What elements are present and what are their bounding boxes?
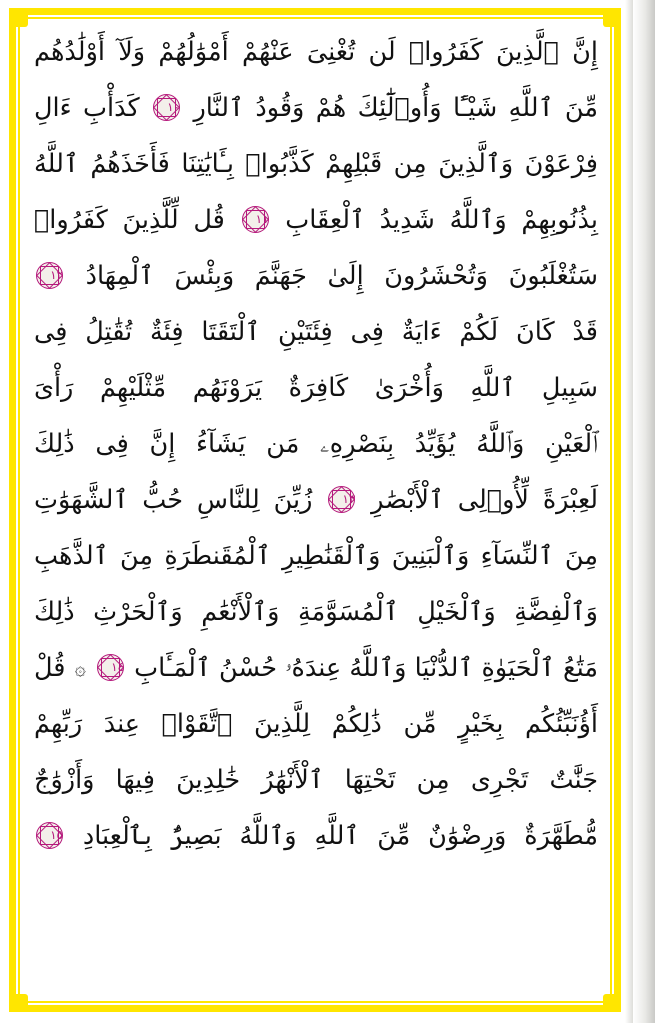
corner-ornament-top-left — [12, 11, 28, 27]
quran-line — [34, 640, 598, 696]
corner-ornament-bottom-right — [603, 994, 619, 1010]
quran-line-text: جَنَّٰتٌ تَجْرِى مِن تَحْتِهَا ٱلْأَنْهَٰرُ خَٰلِدِينَ فِيهَا وَأَزْوَٰجٌ — [34, 765, 598, 795]
ayah-number-marker — [242, 206, 269, 233]
quran-line-tail-text: كَدَأْبِ ءَالِ — [34, 93, 140, 123]
quran-line — [34, 472, 598, 528]
quran-line-text: فِرْعَوْنَ وَٱلَّذِينَ مِن قَبْلِهِمْ كَذَّبُوا۟ بِـَٔايَٰتِنَا فَأَخَذَهُمُ ٱللَّهُ — [34, 149, 598, 179]
quran-line-text: سَتُغْلَبُونَ وَتُحْشَرُونَ إِلَىٰ جَهَنَّمَ وَبِئْسَ ٱلْمِهَادُ — [85, 261, 598, 291]
quran-line-text: لَعِبْرَةً لِّأُو۟لِى ٱلْأَبْصَٰرِ — [371, 485, 599, 515]
quran-line-text: بِذُنُوبِهِمْ وَٱللَّهُ شَدِيدُ ٱلْعِقَابِ — [285, 205, 599, 235]
quran-line-text: مُّطَهَّرَةٌ وَرِضْوَٰنٌ مِّنَ ٱللَّهِ وَٱللَّهُ بَصِيرٌۢ بِٱلْعِبَادِ — [82, 821, 599, 851]
quran-line — [34, 192, 598, 248]
ayah-number-label: ١٤ — [111, 660, 124, 674]
quran-line — [34, 528, 598, 584]
ayah-number-label: ١٣ — [342, 492, 356, 506]
quran-line — [34, 696, 598, 752]
quran-line-text: أَؤُنَبِّئُكُم بِخَيْرٍ مِّن ذَٰلِكُمْ لِلَّذِينَ ٱتَّقَوْا۟ عِندَ رَبِّهِمْ — [34, 709, 598, 739]
ayah-number-marker — [97, 654, 124, 681]
quran-line-text: إِنَّ ٱلَّذِينَ كَفَرُوا۟ لَن تُغْنِىَ عَنْهُمْ أَمْوَٰلُهُمْ وَلَآ أَوْلَٰدُهُم — [34, 37, 598, 67]
rub-el-hizb-icon: ۞ — [74, 658, 86, 680]
page-spine-shadow — [633, 0, 655, 1023]
quran-line-tail-text: زُيِّنَ لِلنَّاسِ حُبُّ ٱلشَّهَوَٰتِ — [34, 485, 313, 515]
quran-line — [34, 360, 598, 416]
quran-line — [34, 24, 598, 80]
corner-ornament-top-right — [603, 11, 619, 27]
quran-line — [34, 304, 598, 360]
quran-line — [34, 808, 598, 864]
ayah-number-marker — [153, 94, 180, 121]
ayah-number-label: ١٢ — [50, 268, 63, 282]
quran-line-tail-text: قُلْ — [34, 653, 66, 683]
ayah-number-marker — [36, 822, 63, 849]
quran-line — [34, 248, 598, 304]
ayah-number-marker — [328, 486, 355, 513]
quran-line-text: مِّنَ ٱللَّهِ شَيْـًٔا وَأُو۟لَٰٓئِكَ هُمْ وَقُودُ ٱلنَّارِ — [193, 93, 598, 123]
quran-line-text: وَٱلْفِضَّةِ وَٱلْخَيْلِ ٱلْمُسَوَّمَةِ وَٱلْأَنْعَٰمِ وَٱلْحَرْثِ ذَٰلِكَ — [34, 597, 598, 627]
ayah-number-marker — [36, 262, 63, 289]
quran-line — [34, 416, 598, 472]
quran-line-tail-text: قُل لِّلَّذِينَ كَفَرُوا۟ — [34, 205, 225, 235]
quran-line — [34, 136, 598, 192]
quran-line — [34, 584, 598, 640]
ayah-number-label: ١٠ — [167, 100, 181, 114]
quran-line-text: ٱلْعَيْنِ وَٱللَّهُ يُؤَيِّدُ بِنَصْرِهِۦ مَن يَشَآءُ إِنَّ فِى ذَٰلِكَ — [34, 429, 598, 459]
quran-line-text: سَبِيلِ ٱللَّهِ وَأُخْرَىٰ كَافِرَةٌ يَرَوْنَهُم مِّثْلَيْهِمْ رَأْىَ — [34, 373, 598, 403]
corner-ornament-bottom-left — [12, 994, 28, 1010]
quran-line — [34, 752, 598, 808]
ayah-number-label: ١١ — [255, 212, 269, 226]
quran-line-text: مَتَٰعُ ٱلْحَيَوٰةِ ٱلدُّنْيَا وَٱللَّهُ عِندَهُۥ حُسْنُ ٱلْمَـَٔابِ — [134, 653, 598, 683]
ayah-number-label: ١٥ — [50, 828, 63, 842]
quran-line-text: مِنَ ٱلنِّسَآءِ وَٱلْبَنِينَ وَٱلْقَنَٰطِيرِ ٱلْمُقَنطَرَةِ مِنَ ٱلذَّهَبِ — [34, 541, 598, 571]
page-spine-inner-shadow — [625, 0, 633, 1023]
quran-text-block — [28, 22, 604, 998]
quran-line — [34, 80, 598, 136]
quran-line-text: قَدْ كَانَ لَكُمْ ءَايَةٌ فِى فِئَتَيْنِ ٱلْتَقَتَا فِئَةٌ تُقَٰتِلُ فِى — [34, 317, 598, 347]
